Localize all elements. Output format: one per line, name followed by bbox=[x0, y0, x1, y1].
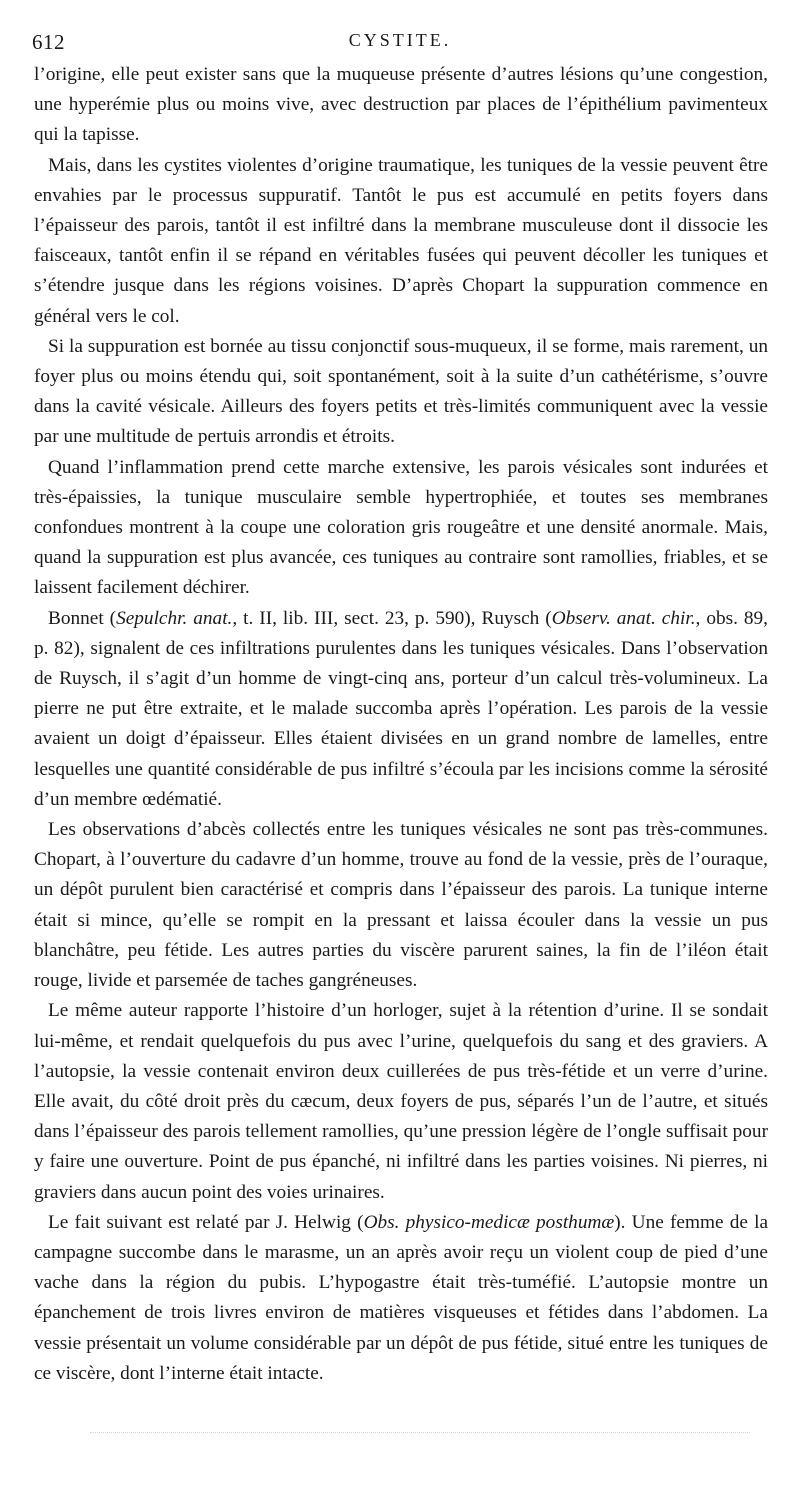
paragraph bbox=[34, 60, 768, 151]
paragraph bbox=[34, 332, 768, 453]
paragraph bbox=[34, 815, 768, 996]
text-run: ). Une femme de la campagne succombe dans le marasme, un an après avoir reçu un violent coup de pied d’une vache dans la région du pubis. L’hypogastre était très-tuméfié. L’autopsie montre un épanchement de trois livres environ de matières visqueuses et fétides dans l’abdomen. La vessie présentait un volume considérable par un dépôt de pus fétide, situé entre les tuniques de ce viscère, dont l’interne était intacte. bbox=[34, 1211, 768, 1384]
text-run: Si la suppuration est bornée au tissu conjonctif sous-muqueux, il se forme, mais rarement, un foyer plus ou moins étendu qui, soit spontanément, soit à la suite d’un cathétérisme, s’ouvre dans la cavité vésicale. Ailleurs des foyers petits et très-limités communiquent avec la vessie par une multitude de pertuis arrondis et étroits. bbox=[34, 335, 768, 448]
page-number: 612 bbox=[32, 30, 65, 54]
text-run: Quand l’inflammation prend cette marche extensive, les parois vésicales sont indurées et très-épaissies, la tunique musculaire semble hypertrophiée, et toutes ses membranes confondues montrent à la coupe une coloration gris rougeâtre et une densité anormale. Mais, quand la suppuration est plus avancée, ces tuniques au contraire sont ramollies, friables, et se laissent facilement déchirer. bbox=[34, 456, 768, 599]
text-run: , t. II, lib. III, sect. 23, p. 590), Ruysch ( bbox=[232, 607, 552, 629]
italic-citation: Sepulchr. anat. bbox=[116, 607, 233, 629]
italic-citation: Observ. anat. chir. bbox=[551, 607, 696, 629]
paragraph bbox=[34, 996, 768, 1207]
faint-bottom-line bbox=[90, 1432, 750, 1435]
text-run: Mais, dans les cystites violentes d’origine traumatique, les tuniques de la vessie peuvent être envahies par le processus suppuratif. Tantôt le pus est accumulé en petits foyers dans l’épaisseur des parois, tantôt il est infiltré dans la membrane musculeuse dont il dissocie les faisceaux, tantôt enfin il se répand en véritables fusées qui peuvent décoller les tuniques et s’étendre jusque dans les régions voisines. D’après Chopart la suppuration commence en général vers le col. bbox=[34, 154, 768, 327]
paragraph bbox=[34, 151, 768, 332]
paragraph bbox=[34, 1208, 768, 1389]
text-run: Les observations d’abcès collectés entre les tuniques vésicales ne sont pas très-communes. Chopart, à l’ouverture du cadavre d’un homme, trouve au fond de la vessie, près de l’ouraque, un dépôt purulent bien caractérisé et compris dans l’épaisseur des parois. La tunique interne était si mince, qu’elle se rompit en la pressant et laissa écouler dans la vessie un pus blanchâtre, peu fétide. Les autres parties du viscère parurent saines, la fin de l’iléon était rouge, livide et parsemée de taches gangréneuses. bbox=[34, 819, 768, 992]
page-header bbox=[32, 30, 768, 56]
paragraph bbox=[34, 604, 768, 815]
paragraph bbox=[34, 453, 768, 604]
text-run: Bonnet ( bbox=[48, 607, 117, 629]
text-run: l’origine, elle peut exister sans que la muqueuse présente d’autres lésions qu’une congestion, une hyperémie plus ou moins vive, avec destruction par places de l’épithélium pavimenteux qui la tapisse. bbox=[34, 64, 768, 146]
body-text bbox=[34, 60, 768, 1389]
text-run: Le fait suivant est relaté par J. Helwig ( bbox=[48, 1211, 364, 1233]
text-run: , obs. 89, p. 82), signalent de ces infiltrations purulentes dans les tuniques vésicales. Dans l’observation de Ruysch, il s’agit d’un homme de vingt-cinq ans, porteur d’un calcul très-volumineux. La pierre ne put être extraite, et le malade succomba après l’opération. Les parois de la vessie avaient un doigt d’épaisseur. Elles étaient divisées en un grand nombre de lamelles, entre lesquelles une quantité considérable de pus infiltré s’écoula par les incisions comme la sérosité d’un membre œdématié. bbox=[34, 607, 768, 810]
italic-citation: Obs. physico-medicæ posthumæ bbox=[363, 1211, 615, 1233]
text-run: Le même auteur rapporte l’histoire d’un horloger, sujet à la rétention d’urine. Il se sondait lui-même, et rendait quelquefois du pus avec l’urine, quelquefois du sang et des graviers. A l’autopsie, la vessie contenait environ deux cuillerées de pus très-fétide et un verre d’urine. Elle avait, du côté droit près du cæcum, deux foyers de pus, séparés l’un de l’autre, et situés dans l’épaisseur des parois tellement ramollies, qu’une pression légère de l’ongle suffisait pour y faire une ouverture. Point de pus épanché, ni infiltré dans les parties voisines. Ni pierres, ni graviers dans aucun point des voies urinaires. bbox=[34, 1000, 768, 1203]
running-title: CYSTITE. bbox=[348, 30, 452, 50]
